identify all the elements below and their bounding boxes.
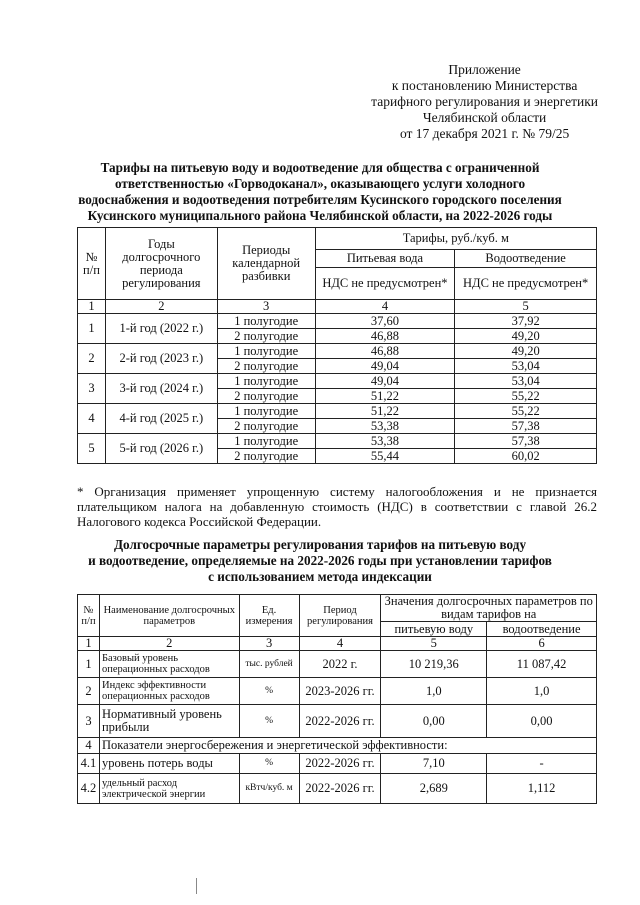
water-value: 7,10 [381, 754, 487, 774]
appendix-line: к постановлению Министерства [391, 78, 578, 93]
water-value: 0,00 [381, 705, 487, 738]
title-line: Долгосрочные параметры регулирования тарифов на питьевую воду [113, 537, 527, 552]
year-cell: 4-й год (2025 г.) [105, 404, 217, 434]
section-row [78, 738, 597, 754]
sewer-value: - [487, 754, 597, 774]
sewer-value: 0,00 [487, 705, 597, 738]
param-period: 2022-2026 гг. [299, 754, 381, 774]
water-value: 2,689 [381, 774, 487, 804]
half-year-cell: 2 полугодие [217, 329, 315, 344]
title-line: водоснабжения и водоотведения потребителям Кусинского городского поселения [78, 192, 562, 207]
half-year-cell: 1 полугодие [217, 314, 315, 329]
appendix-line: от 17 декабря 2021 г. № 79/25 [399, 126, 570, 141]
header-cell: НДС не предусмотрен* [455, 268, 597, 300]
table-row [78, 314, 597, 329]
column-number: 2 [99, 637, 239, 651]
row-number: 2 [78, 678, 100, 705]
table-row [78, 754, 597, 774]
sewer-tariff: 57,38 [455, 419, 597, 434]
title-line: с использованием метода индексации [208, 569, 432, 584]
sewer-value: 1,112 [487, 774, 597, 804]
year-cell: 5-й год (2026 г.) [105, 434, 217, 464]
param-unit: % [239, 705, 299, 738]
param-name: Нормативный уровень прибыли [99, 705, 239, 738]
tariffs-table [77, 227, 597, 464]
water-tariff: 49,04 [315, 374, 455, 389]
header-cell: Наименование долгосрочных параметров [99, 595, 239, 637]
table-row [78, 374, 597, 389]
row-number: 1 [78, 651, 100, 678]
water-value: 10 219,36 [381, 651, 487, 678]
header-cell: № п/п [78, 228, 106, 300]
water-tariff: 37,60 [315, 314, 455, 329]
param-period: 2022-2026 гг. [299, 774, 381, 804]
column-number: 1 [78, 300, 106, 314]
row-number: 2 [78, 344, 106, 374]
column-number: 1 [78, 637, 100, 651]
appendix-line: тарифного регулирования и энергетики [371, 94, 598, 109]
half-year-cell: 1 полугодие [217, 344, 315, 359]
sewer-tariff: 37,92 [455, 314, 597, 329]
row-number: 3 [78, 374, 106, 404]
water-tariff: 55,44 [315, 449, 455, 464]
column-number: 2 [105, 300, 217, 314]
header-cell: Значения долгосрочных параметров по видам тарифов на [381, 595, 597, 622]
param-name: уровень потерь воды [99, 754, 239, 774]
header-cell: № п/п [78, 595, 100, 637]
sewer-tariff: 53,04 [455, 374, 597, 389]
half-year-cell: 1 полугодие [217, 374, 315, 389]
header-cell: Тарифы, руб./куб. м [315, 228, 596, 250]
column-number: 4 [299, 637, 381, 651]
appendix-block [371, 62, 598, 142]
half-year-cell: 2 полугодие [217, 389, 315, 404]
half-year-cell: 2 полугодие [217, 419, 315, 434]
sewer-tariff: 49,20 [455, 344, 597, 359]
header-cell: Водоотведение [455, 250, 597, 268]
water-tariff: 46,88 [315, 329, 455, 344]
sewer-tariff: 55,22 [455, 389, 597, 404]
row-number: 5 [78, 434, 106, 464]
title-line: Тарифы на питьевую воду и водоотведение для общества с ограниченной [100, 160, 540, 175]
header-cell: водоотведение [487, 622, 597, 637]
year-cell: 1-й год (2022 г.) [105, 314, 217, 344]
header-cell: Годы долгосрочного периода регулирования [105, 228, 217, 300]
param-unit: тыс. рублей [239, 651, 299, 678]
param-period: 2022-2026 гг. [299, 705, 381, 738]
half-year-cell: 1 полугодие [217, 404, 315, 419]
header-cell: питьевую воду [381, 622, 487, 637]
appendix-line: Челябинской области [422, 110, 547, 125]
params-table [77, 594, 597, 804]
column-number: 5 [381, 637, 487, 651]
scan-mark [196, 878, 197, 894]
year-cell: 3-й год (2024 г.) [105, 374, 217, 404]
water-tariff: 46,88 [315, 344, 455, 359]
section-heading: Показатели энергосбережения и энергетической эффективности: [99, 738, 596, 754]
sewer-tariff: 57,38 [455, 434, 597, 449]
header-cell: Периоды календарной разбивки [217, 228, 315, 300]
row-number: 3 [78, 705, 100, 738]
table-row [78, 678, 597, 705]
param-name: удельный расход электрической энергии [99, 774, 239, 804]
param-period: 2022 г. [299, 651, 381, 678]
row-number: 4 [78, 404, 106, 434]
row-number: 4.1 [78, 754, 100, 774]
param-name: Индекс эффективности операционных расходов [99, 678, 239, 705]
appendix-line: Приложение [448, 62, 521, 77]
water-tariff: 53,38 [315, 434, 455, 449]
vat-footnote: * Организация применяет упрощенную систему налогообложения и не признается плательщиком налога на добавленную стоимость (НДС) в соответствии с главой 26.2 Налогового кодекса Российской Федерации. [77, 484, 597, 529]
param-unit: % [239, 678, 299, 705]
year-cell: 2-й год (2023 г.) [105, 344, 217, 374]
sewer-tariff: 49,20 [455, 329, 597, 344]
water-tariff: 53,38 [315, 419, 455, 434]
header-cell: Период регулирования [299, 595, 381, 637]
table-row [78, 651, 597, 678]
params-title [80, 537, 560, 585]
sewer-tariff: 60,02 [455, 449, 597, 464]
table-row [78, 434, 597, 449]
param-name: Базовый уровень операционных расходов [99, 651, 239, 678]
header-cell: Ед. измерения [239, 595, 299, 637]
water-tariff: 49,04 [315, 359, 455, 374]
water-value: 1,0 [381, 678, 487, 705]
param-period: 2023-2026 гг. [299, 678, 381, 705]
sewer-tariff: 55,22 [455, 404, 597, 419]
column-number: 3 [239, 637, 299, 651]
header-cell: НДС не предусмотрен* [315, 268, 455, 300]
title-line: ответственностью «Горводоканал», оказывающего услуги холодного [114, 176, 526, 191]
title-line: Кусинского муниципального района Челябинской области, на 2022-2026 годы [87, 208, 553, 223]
column-number: 6 [487, 637, 597, 651]
water-tariff: 51,22 [315, 404, 455, 419]
header-cell: Питьевая вода [315, 250, 455, 268]
column-number: 4 [315, 300, 455, 314]
table-row [78, 404, 597, 419]
table-row [78, 705, 597, 738]
tariffs-title [60, 160, 580, 224]
row-number: 4 [78, 738, 100, 754]
sewer-tariff: 53,04 [455, 359, 597, 374]
column-number: 5 [455, 300, 597, 314]
water-tariff: 51,22 [315, 389, 455, 404]
table-row [78, 774, 597, 804]
sewer-value: 11 087,42 [487, 651, 597, 678]
half-year-cell: 1 полугодие [217, 434, 315, 449]
param-unit: кВтч/куб. м [239, 774, 299, 804]
half-year-cell: 2 полугодие [217, 359, 315, 374]
row-number: 4.2 [78, 774, 100, 804]
half-year-cell: 2 полугодие [217, 449, 315, 464]
sewer-value: 1,0 [487, 678, 597, 705]
table-row [78, 344, 597, 359]
title-line: и водоотведение, определяемые на 2022-2026 годы при установлении тарифов [88, 553, 552, 568]
column-number: 3 [217, 300, 315, 314]
row-number: 1 [78, 314, 106, 344]
param-unit: % [239, 754, 299, 774]
